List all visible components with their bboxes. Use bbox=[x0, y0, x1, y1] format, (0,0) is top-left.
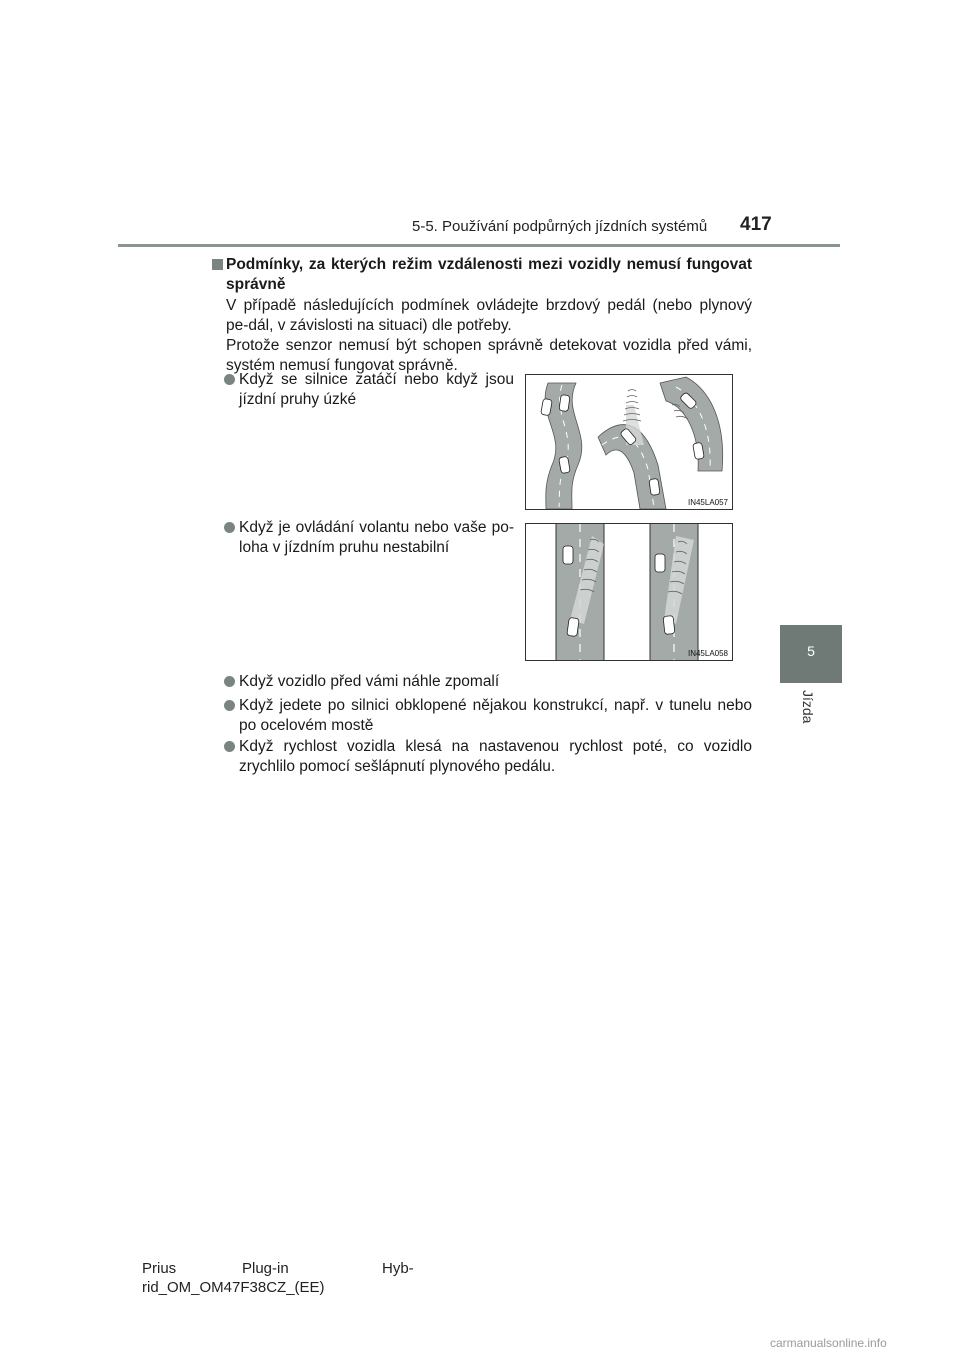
footer-word: Prius bbox=[142, 1260, 177, 1277]
chapter-tab bbox=[780, 625, 842, 683]
intro-paragraph-2: Protože senzor nemusí být schopen správně detekovat vozidla před vámi, systém nemusí fungovat správně. bbox=[226, 337, 752, 374]
page-number: 417 bbox=[740, 214, 772, 235]
watermark: carmanualsonline.info bbox=[770, 1336, 887, 1350]
list-item bbox=[224, 737, 752, 777]
chapter-label: Jízda bbox=[800, 690, 816, 724]
running-header: 5-5. Používání podpůrných jízdních systémů bbox=[412, 218, 708, 235]
curved-roads-illustration bbox=[526, 375, 732, 509]
bullet-icon bbox=[224, 741, 235, 752]
list-item bbox=[224, 672, 752, 692]
straight-lanes-illustration bbox=[526, 524, 732, 660]
footer-line-2: rid_OM_OM47F38CZ_(EE) bbox=[142, 1279, 325, 1296]
footer-word: Plug-in bbox=[242, 1260, 289, 1277]
section-heading bbox=[212, 255, 752, 295]
figure-code: IN45LA057 bbox=[687, 498, 728, 507]
section-heading-text: Podmínky, za kterých režim vzdálenosti mezi vozidly nemusí fungovat správně bbox=[226, 256, 752, 293]
list-item bbox=[224, 696, 752, 736]
list-item-text: Když rychlost vozidla klesá na nastavenou rychlost poté, co vozidlo zrychlilo pomocí sešlápnutí plynového pedálu. bbox=[239, 738, 752, 775]
list-item bbox=[224, 518, 514, 558]
header-rule bbox=[118, 244, 840, 247]
list-item-text: Když se silnice zatáčí nebo když jsou jízdní pruhy úzké bbox=[239, 371, 514, 408]
bullet-icon bbox=[224, 676, 235, 687]
list-item bbox=[224, 370, 514, 410]
list-item-text: Když je ovládání volantu nebo vaše po-loha v jízdním pruhu nestabilní bbox=[239, 519, 514, 556]
figure-straight-lanes bbox=[525, 523, 733, 661]
bullet-icon bbox=[224, 522, 235, 533]
intro-paragraph-1: V případě následujících podmínek ovládejte brzdový pedál (nebo plynový pe-dál, v závislosti na situaci) dle potřeby. bbox=[226, 297, 752, 334]
figure-code: IN45LA058 bbox=[687, 649, 728, 658]
bullet-icon bbox=[224, 700, 235, 711]
list-item-text: Když jedete po silnici obklopené nějakou konstrukcí, např. v tunelu nebo po ocelovém mostě bbox=[239, 697, 752, 734]
page-footer bbox=[142, 1259, 427, 1297]
footer-line-1 bbox=[142, 1259, 427, 1278]
footer-word: Hyb- bbox=[382, 1260, 414, 1277]
bullet-icon bbox=[224, 374, 235, 385]
list-item-text: Když vozidlo před vámi náhle zpomalí bbox=[239, 673, 500, 690]
chapter-number: 5 bbox=[807, 643, 815, 659]
figure-curved-roads bbox=[525, 374, 733, 510]
